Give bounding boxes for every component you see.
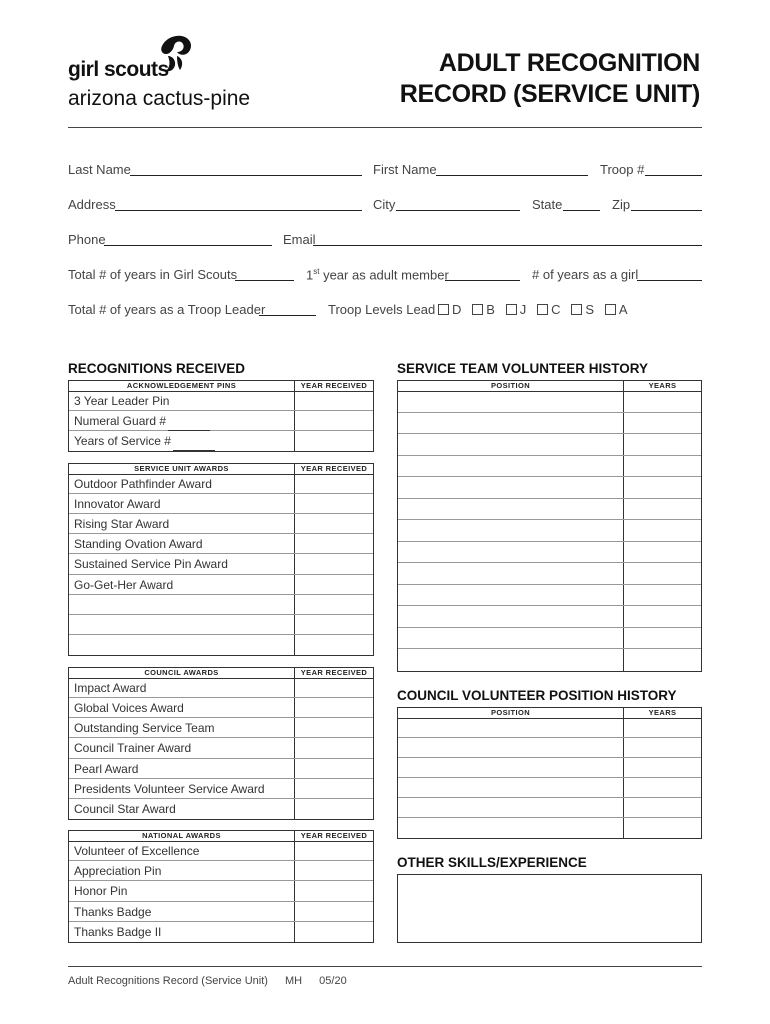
city-field[interactable] xyxy=(396,210,520,211)
row-label: Impact Award xyxy=(74,681,147,695)
row-label: Council Star Award xyxy=(74,801,176,816)
table-row[interactable] xyxy=(398,542,701,564)
row-label: Thanks Badge II xyxy=(74,924,162,939)
city-label: City xyxy=(373,197,396,212)
footer-doc-name: Adult Recognitions Record (Service Unit) xyxy=(68,975,268,987)
row-label: Global Voices Award xyxy=(74,701,184,716)
row-label: Pearl Award xyxy=(74,761,139,776)
row-label: Standing Ovation Award xyxy=(74,537,203,552)
table-row[interactable] xyxy=(69,595,373,615)
table-row[interactable]: Numeral Guard # xyxy=(69,411,373,431)
table-row[interactable] xyxy=(398,391,701,413)
row-label: Innovator Award xyxy=(74,497,161,512)
email-label: Email xyxy=(283,232,316,247)
years-header: YEARS xyxy=(623,381,701,391)
footer-initials: MH xyxy=(284,975,303,987)
service-unit-awards-table xyxy=(68,463,374,656)
council-awards-title: COUNCIL AWARDS xyxy=(144,668,219,677)
table-row[interactable] xyxy=(398,563,701,585)
row-label: Presidents Volunteer Service Award xyxy=(74,781,265,796)
table-row[interactable] xyxy=(398,818,701,838)
level-checkbox-b[interactable]: B xyxy=(472,302,495,317)
row-label: Appreciation Pin xyxy=(74,864,162,879)
row-label: Council Trainer Award xyxy=(74,741,192,756)
email-field[interactable] xyxy=(313,245,702,246)
years-troop-leader-label: Total # of years as a Troop Leader xyxy=(68,302,266,317)
title-line-1: ADULT RECOGNITION xyxy=(438,49,700,77)
first-name-field[interactable] xyxy=(436,175,588,176)
table-row[interactable] xyxy=(69,799,373,819)
row-label: Sustained Service Pin Award xyxy=(74,557,228,572)
title-line-2: RECORD (SERVICE UNIT) xyxy=(399,80,700,108)
table-row[interactable] xyxy=(398,778,701,798)
row-label: Outdoor Pathfinder Award xyxy=(74,477,212,491)
table-row[interactable] xyxy=(69,615,373,635)
service-team-table xyxy=(397,380,702,672)
header-divider xyxy=(68,127,702,128)
trefoil-logo-icon xyxy=(160,34,194,74)
table-row[interactable] xyxy=(398,499,701,521)
position-header: POSITION xyxy=(490,381,531,390)
troop-levels-label: Troop Levels Lead xyxy=(328,302,436,317)
first-year-adult-field[interactable] xyxy=(445,280,520,281)
table-row[interactable]: Years of Service # xyxy=(69,431,373,451)
council-history-table xyxy=(397,707,702,839)
table-row[interactable] xyxy=(69,718,373,738)
service-team-heading: SERVICE TEAM VOLUNTEER HISTORY xyxy=(397,361,649,376)
year-received-header: YEAR RECEIVED xyxy=(294,668,373,678)
table-row[interactable] xyxy=(398,798,701,818)
national-awards-table xyxy=(68,830,374,943)
table-row[interactable] xyxy=(69,534,373,554)
council-awards-table xyxy=(68,667,374,820)
state-field[interactable] xyxy=(563,210,600,211)
table-row[interactable] xyxy=(69,494,373,514)
row-label: Outstanding Service Team xyxy=(74,721,215,736)
other-skills-box[interactable] xyxy=(397,874,702,943)
year-received-header: YEAR RECEIVED xyxy=(294,464,373,474)
level-checkbox-j[interactable]: J xyxy=(506,302,527,317)
table-row[interactable]: 3 Year Leader Pin xyxy=(69,391,373,411)
page-title xyxy=(400,48,700,110)
years-girl-scouts-label: Total # of years in Girl Scouts xyxy=(68,267,238,282)
table-row[interactable] xyxy=(398,628,701,650)
table-row[interactable] xyxy=(69,474,373,494)
troop-field[interactable] xyxy=(645,175,702,176)
address-field[interactable] xyxy=(115,210,362,211)
level-checkbox-d[interactable]: D xyxy=(438,302,461,317)
zip-label: Zip xyxy=(612,197,631,212)
last-name-label: Last Name xyxy=(68,162,131,177)
row-label: Rising Star Award xyxy=(74,517,170,532)
state-label: State xyxy=(532,197,563,212)
zip-field[interactable] xyxy=(631,210,702,211)
troop-label: Troop # xyxy=(600,162,645,177)
other-skills-heading: OTHER SKILLS/EXPERIENCE xyxy=(397,855,587,870)
table-row[interactable] xyxy=(398,413,701,435)
acknowledgement-pins-table xyxy=(68,380,374,452)
troop-levels-checkboxes xyxy=(438,302,628,317)
acknowledgement-pins-title: ACKNOWLEDGEMENT PINS xyxy=(126,381,237,390)
level-checkbox-s[interactable]: S xyxy=(571,302,594,317)
table-row[interactable] xyxy=(398,606,701,628)
table-row[interactable] xyxy=(398,456,701,478)
row-label: Go-Get-Her Award xyxy=(74,577,174,592)
year-received-header: YEAR RECEIVED xyxy=(294,831,373,841)
table-row[interactable] xyxy=(69,861,373,881)
table-row[interactable] xyxy=(69,841,373,861)
phone-field[interactable] xyxy=(104,245,272,246)
table-row[interactable] xyxy=(69,779,373,799)
position-header: POSITION xyxy=(490,708,531,717)
years-troop-leader-field[interactable] xyxy=(259,315,316,316)
table-row[interactable] xyxy=(398,738,701,758)
table-row[interactable] xyxy=(398,758,701,778)
row-label: Thanks Badge xyxy=(74,904,152,919)
table-row[interactable] xyxy=(398,434,701,456)
first-name-label: First Name xyxy=(373,162,437,177)
table-row[interactable] xyxy=(398,585,701,607)
table-row[interactable] xyxy=(69,881,373,901)
table-row[interactable] xyxy=(69,759,373,779)
table-row[interactable] xyxy=(69,554,373,574)
table-row[interactable] xyxy=(69,575,373,595)
first-year-adult-label: 1st year as adult member xyxy=(306,267,449,283)
row-label: Volunteer of Excellence xyxy=(74,844,200,858)
service-unit-awards-title: SERVICE UNIT AWARDS xyxy=(134,464,229,473)
row-label: Honor Pin xyxy=(74,884,128,899)
phone-label: Phone xyxy=(68,232,106,247)
council-history-heading: COUNCIL VOLUNTEER POSITION HISTORY xyxy=(397,688,677,703)
years-girl-scouts-field[interactable] xyxy=(235,280,294,281)
table-row[interactable] xyxy=(398,649,701,671)
table-row[interactable] xyxy=(398,718,701,738)
level-checkbox-a[interactable]: A xyxy=(605,302,628,317)
council-name: arizona cactus-pine xyxy=(68,87,251,110)
years-as-girl-field[interactable] xyxy=(637,280,702,281)
years-as-girl-label: # of years as a girl xyxy=(532,267,639,282)
recognitions-heading: RECOGNITIONS RECEIVED xyxy=(68,361,246,376)
last-name-field[interactable] xyxy=(130,175,362,176)
year-received-header: YEAR RECEIVED xyxy=(294,381,373,391)
table-row[interactable] xyxy=(69,738,373,758)
brand-name: girl scouts xyxy=(68,58,169,81)
footer xyxy=(68,975,361,987)
years-header: YEARS xyxy=(623,708,701,718)
national-awards-title: NATIONAL AWARDS xyxy=(142,831,221,840)
table-row[interactable] xyxy=(69,922,373,942)
footer-divider xyxy=(68,966,702,967)
table-row[interactable] xyxy=(69,902,373,922)
table-row[interactable] xyxy=(398,477,701,499)
table-row[interactable] xyxy=(398,520,701,542)
table-row[interactable] xyxy=(69,514,373,534)
table-row[interactable] xyxy=(69,698,373,718)
footer-date: 05/20 xyxy=(319,975,347,987)
table-row[interactable] xyxy=(69,635,373,655)
table-row[interactable] xyxy=(69,678,373,698)
level-checkbox-c[interactable]: C xyxy=(537,302,560,317)
address-label: Address xyxy=(68,197,116,212)
